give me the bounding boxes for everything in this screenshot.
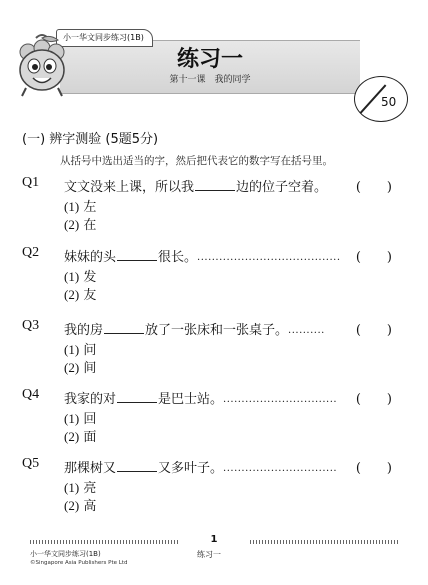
- question-stem: 我家的对 是巴士站。...............................: [64, 388, 363, 407]
- option-2: (2) 友: [64, 287, 97, 303]
- footer-book-title: 小一华文同步练习(1B): [30, 550, 101, 558]
- section-heading: (一) 辨字测验 (5题5分): [22, 132, 159, 147]
- option-2: (2) 面: [64, 429, 97, 445]
- question-number: Q1: [22, 175, 40, 190]
- option-1: (1) 左: [64, 199, 97, 215]
- question-stem: 那棵树又 又多叶子。...............................: [64, 457, 363, 476]
- option-1: (1) 回: [64, 411, 97, 427]
- answer-bracket[interactable]: ( ): [355, 392, 392, 407]
- option-1: (1) 发: [64, 269, 97, 285]
- dot-leader: ...............................: [223, 394, 338, 405]
- total-score: 50: [381, 95, 397, 109]
- page-title: 练习一: [176, 47, 243, 72]
- option-1: (1) 亮: [64, 480, 97, 496]
- page-number: 1: [210, 534, 218, 545]
- copyright-notice: ©Singapore Asia Publishers Pte Ltd: [30, 560, 128, 566]
- question-number: Q4: [22, 387, 40, 402]
- question-number: Q2: [22, 245, 40, 260]
- dot-leader: ...............................: [223, 463, 338, 474]
- answer-bracket[interactable]: ( ): [355, 461, 392, 476]
- answer-blank: [117, 390, 157, 403]
- answer-bracket[interactable]: ( ): [355, 180, 392, 195]
- answer-bracket[interactable]: ( ): [355, 323, 392, 338]
- option-2: (2) 在: [64, 217, 97, 233]
- series-label: 小一华文同步练习(1B): [56, 29, 153, 47]
- option-2: (2) 高: [64, 498, 97, 514]
- question-number: Q5: [22, 456, 40, 471]
- dot-leader: ..........: [288, 325, 325, 336]
- dot-leader: .......................................: [197, 252, 341, 263]
- question-stem: 我的房 放了一张床和一张桌子。..........: [64, 319, 350, 338]
- footer-exercise-title: 练习一: [197, 550, 221, 559]
- question-stem: 文文没来上课，所以我 边的位子空着。: [64, 180, 328, 195]
- answer-blank: [117, 248, 157, 261]
- question-number: Q3: [22, 318, 40, 333]
- option-2: (2) 间: [64, 360, 97, 376]
- answer-bracket[interactable]: ( ): [355, 250, 392, 265]
- option-1: (1) 问: [64, 342, 97, 358]
- instruction-text: 从括号中选出适当的字，然后把代表它的数字写在括号里。: [60, 155, 333, 167]
- answer-blank: [117, 459, 157, 472]
- question-stem: 妹妹的头 很长。.......................................: [64, 246, 373, 265]
- lesson-subtitle: 第十一课 我的同学: [169, 75, 251, 85]
- answer-blank: [104, 321, 144, 334]
- answer-blank: [195, 178, 235, 191]
